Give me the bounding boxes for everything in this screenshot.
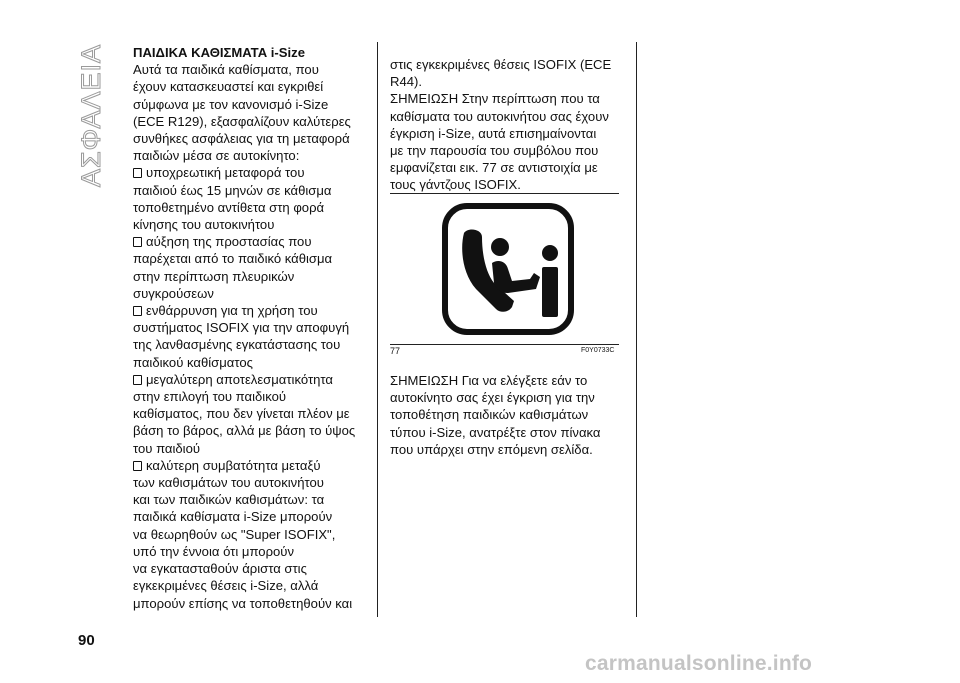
- text-line: της λανθασμένης εγκατάστασης του: [133, 337, 341, 353]
- text-line: με την παρουσία του συμβόλου που: [390, 143, 599, 159]
- bullet-box-icon: [133, 375, 142, 385]
- text-line: Αυτά τα παιδικά καθίσματα, που: [133, 62, 319, 78]
- text-line: έγκριση i-Size, αυτά επισημαίνονται: [390, 125, 597, 141]
- text-line: έχουν κατασκευαστεί και εγκριθεί: [133, 79, 324, 95]
- text-line: κίνησης του αυτοκινήτου: [133, 217, 275, 233]
- isize-seat-symbol-icon: [442, 203, 574, 335]
- bullet-box-icon: [133, 306, 142, 316]
- text-line: στην περίπτωση πλευρικών: [133, 268, 295, 284]
- figure-number: 77: [390, 346, 401, 356]
- text-line: στην επιλογή του παιδικού: [133, 389, 287, 405]
- section-side-title-text: ΑΣΦΑΛΕΙΑ: [76, 43, 107, 187]
- text-line: εμφανίζεται εικ. 77 σε αντιστοιχία με: [390, 160, 598, 176]
- continuation-paragraph: [390, 56, 622, 90]
- bullet-text: αύξηση της προστασίας που: [146, 234, 312, 250]
- text-line: τοποθετημένο αντίθετα στη φορά: [133, 199, 325, 215]
- bullet-box-icon: [133, 461, 142, 471]
- text-line: συνθήκες ασφάλειας για τη μεταφορά: [133, 131, 350, 147]
- text-line: (ECE R129), εξασφαλίζουν καλύτερες: [133, 113, 351, 129]
- bullet-item: [133, 457, 368, 612]
- text-line: του παιδιού: [133, 440, 201, 456]
- text-line: τοποθέτηση παιδικών καθισμάτων: [390, 407, 589, 423]
- text-line: ΣΗΜΕΙΩΣΗ Στην περίπτωση που τα: [390, 91, 600, 107]
- column-2: [390, 56, 622, 194]
- text-line: μπορούν επίσης να τοποθετηθούν και: [133, 595, 353, 611]
- section-side-title: [76, 40, 108, 190]
- figure-code: F0Y0733C: [581, 347, 615, 354]
- text-line: να εγκατασταθούν άριστα στις: [133, 561, 307, 577]
- bullet-item: [133, 302, 368, 371]
- bullet-text: καλύτερη συμβατότητα μεταξύ: [146, 457, 321, 473]
- note-paragraph: [390, 90, 622, 193]
- bullet-box-icon: [133, 237, 142, 247]
- text-line: που υπάρχει στην επόμενη σελίδα.: [390, 441, 593, 457]
- text-line: παιδικού καθίσματος: [133, 354, 253, 370]
- figure-bottom-rule: [390, 344, 619, 345]
- section-heading: ΠΑΙΔΙΚΑ ΚΑΘΙΣΜΑΤΑ i-Size: [133, 45, 305, 60]
- bullet-item: [133, 233, 368, 302]
- text-line: εγκεκριμένες θέσεις i-Size, αλλά: [133, 578, 319, 594]
- note-paragraph-2: [390, 372, 622, 458]
- text-line: συγκρούσεων: [133, 285, 214, 301]
- page-number: 90: [78, 632, 95, 649]
- text-line: συστήματος ISOFIX για την αποφυγή: [133, 320, 350, 336]
- text-line: σύμφωνα με τον κανονισμό i-Size: [133, 96, 329, 112]
- intro-paragraph: [133, 61, 368, 164]
- figure-top-rule: [390, 193, 619, 194]
- text-line: R44).: [390, 74, 423, 90]
- text-line: καθίσματος, που δεν γίνεται πλέον με: [133, 406, 350, 422]
- text-line: αυτοκίνητο σας έχει έγκριση για την: [390, 390, 595, 406]
- bullet-text: ενθάρρυνση για τη χρήση του: [146, 303, 318, 319]
- bullet-item: [133, 164, 368, 233]
- text-line: παρέχεται από το παιδικό κάθισμα: [133, 251, 333, 267]
- column-1: [133, 44, 368, 612]
- column-divider-right: [636, 42, 637, 617]
- bullet-text: υποχρεωτική μεταφορά του: [146, 165, 305, 181]
- text-line: ΣΗΜΕΙΩΣΗ Για να ελέγξετε εάν το: [390, 373, 588, 388]
- text-line: υπό την έννοια ότι μπορούν: [133, 543, 295, 559]
- text-line: παιδιών μέσα σε αυτοκίνητο:: [133, 148, 300, 164]
- text-line: να θεωρηθούν ως "Super ISOFIX",: [133, 526, 336, 542]
- bullet-text: μεγαλύτερη αποτελεσματικότητα: [146, 371, 333, 387]
- bullet-item: [133, 371, 368, 457]
- text-line: βάση το βάρος, αλλά με βάση το ύψος: [133, 423, 356, 439]
- text-line: στις εγκεκριμένες θέσεις ISOFIX (ECE: [390, 57, 612, 72]
- watermark: carmanualsonline.info: [585, 652, 813, 675]
- bullet-box-icon: [133, 168, 142, 178]
- text-line: παιδικά καθίσματα i-Size μπορούν: [133, 509, 333, 525]
- text-line: καθίσματα του αυτοκινήτου σας έχουν: [390, 108, 609, 124]
- text-line: τύπου i-Size, ανατρέξτε στον πίνακα: [390, 424, 601, 440]
- column-divider-left: [377, 42, 378, 617]
- text-line: των καθισμάτων του αυτοκινήτου: [133, 475, 324, 491]
- text-line: και των παιδικών καθισμάτων: τα: [133, 492, 325, 508]
- text-line: τους γάντζους ISOFIX.: [390, 177, 521, 193]
- text-line: παιδιού έως 15 μηνών σε κάθισμα: [133, 182, 332, 198]
